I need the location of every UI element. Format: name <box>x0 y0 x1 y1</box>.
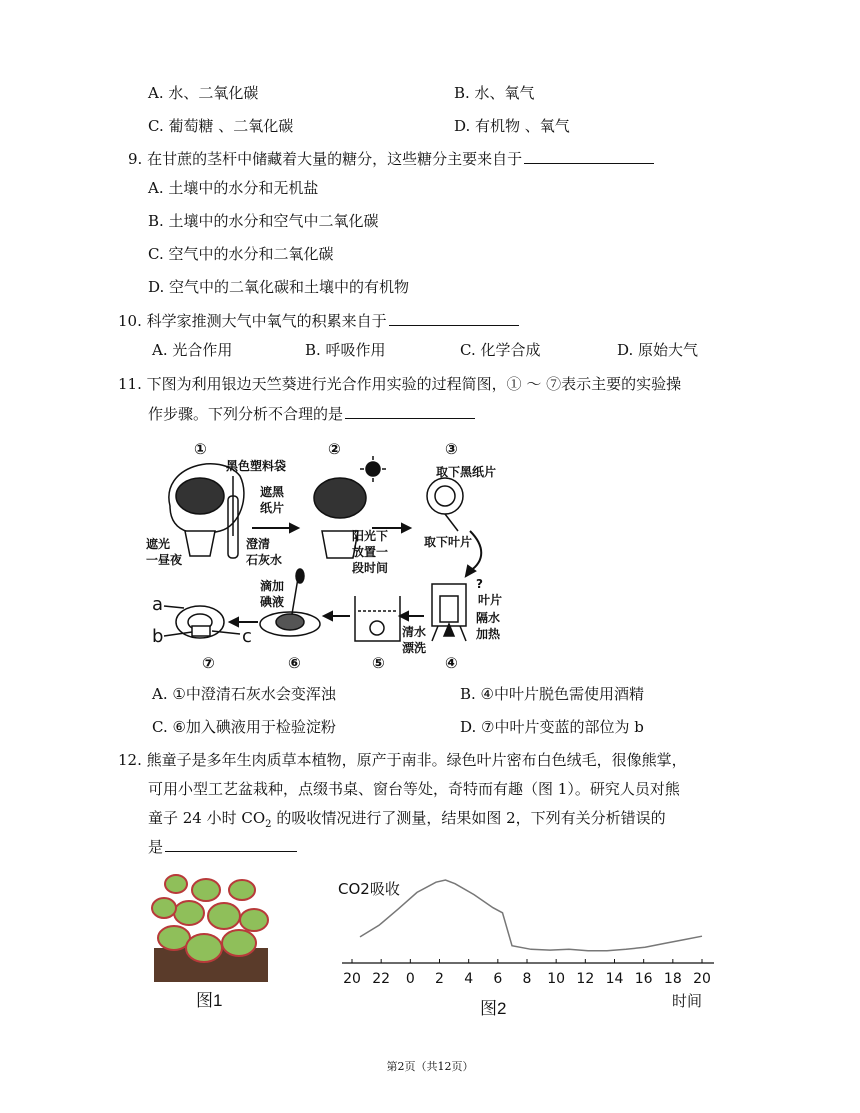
step-marker-6: ⑥ <box>288 654 301 672</box>
page-footer: 第2页（共12页） <box>386 1060 474 1073</box>
q10-stem-text: 10. 科学家推测大气中氧气的积累来自于 <box>118 312 387 330</box>
x-tick-label: 22 <box>372 971 391 987</box>
q11-option-d: D. ⑦中叶片变蓝的部位为 b <box>460 718 644 736</box>
q11-stem-line2 <box>148 403 475 424</box>
x-tick-label: 8 <box>522 971 532 987</box>
x-tick-label: 0 <box>405 971 415 987</box>
step4-water-bath <box>432 584 466 641</box>
label-bag: 黑色塑料袋 <box>226 459 287 473</box>
x-tick-label: 2 <box>435 971 444 987</box>
label-sun-2: 放置一 <box>352 545 389 559</box>
x-tick-label: 18 <box>663 971 682 987</box>
step-marker-5: ⑤ <box>372 654 385 672</box>
plant-photo <box>144 868 278 982</box>
label-sun-1: 阳光下 <box>352 529 389 543</box>
q12-line4-text: 是 <box>148 838 164 856</box>
label-water-heat-1: 隔水 <box>476 611 501 625</box>
step-marker-3: ③ <box>445 440 458 458</box>
q9-option-b: B. 土壤中的水分和空气中二氧化碳 <box>148 212 379 230</box>
q10-option-a: A. 光合作用 <box>152 341 233 359</box>
label-iodine-1: 滴加 <box>260 579 285 593</box>
step3-leaf <box>427 478 463 531</box>
label-paper-1: 遮黑 <box>260 485 285 499</box>
q10-option-b: B. 呼吸作用 <box>305 341 386 359</box>
q12-line1: 12. 熊童子是多年生肉质草本植物，原产于南非。绿色叶片密布白色绒毛，很像熊掌， <box>118 751 687 769</box>
x-axis-label: 时间 <box>672 992 703 1010</box>
label-sun-3: 段时间 <box>352 561 389 575</box>
step5-rinse-beaker <box>355 596 400 641</box>
q9-stem <box>128 148 654 169</box>
q12-line4 <box>148 836 297 857</box>
co2-series-line <box>360 880 702 951</box>
q12-line2: 可用小型工艺盆栽种，点缀书桌、窗台等处，奇特而有趣（图 1）。研究人员对熊 <box>148 780 680 798</box>
q12-line3 <box>148 807 666 830</box>
label-iodine-2: 碘液 <box>260 595 285 609</box>
step-marker-7: ⑦ <box>202 654 215 672</box>
q9-stem-text: 9. 在甘蔗的茎杆中储藏着大量的糖分，这些糖分主要来自于 <box>128 150 523 168</box>
answer-blank <box>524 149 654 164</box>
x-tick-label: 4 <box>464 971 474 987</box>
figure2-label: 图2 <box>480 999 507 1018</box>
label-paper-2: 纸片 <box>260 501 285 515</box>
co2-chart <box>334 868 724 1018</box>
experiment-diagram <box>140 436 520 676</box>
q10-option-d: D. 原始大气 <box>617 341 699 359</box>
q10-option-c: C. 化学合成 <box>460 341 541 359</box>
label-remove-leaf: 取下叶片 <box>424 535 473 549</box>
q8-option-c: C. 葡萄糖 、二氧化碳 <box>148 117 294 135</box>
q11-option-b: B. ④中叶片脱色需使用酒精 <box>460 685 645 703</box>
q8-option-b: B. 水、氧气 <box>454 84 535 102</box>
label-shade-2: 一昼夜 <box>146 553 183 567</box>
answer-blank <box>165 837 297 852</box>
label-remove-paper: 取下黑纸片 <box>436 465 497 479</box>
q10-stem <box>118 310 519 331</box>
q11-stem-text: 作步骤。下列分析不合理的是 <box>148 405 344 423</box>
q11-stem-line1: 11. 下图为利用银边天竺葵进行光合作用实验的过程简图，① ～ ⑦表示主要的实验操 <box>118 375 682 393</box>
y-axis-label: CO2吸收 <box>338 880 400 898</box>
label-leaf: 叶片 <box>478 593 503 607</box>
x-tick-label: 20 <box>693 971 711 987</box>
x-tick-label: 14 <box>605 971 624 987</box>
step-marker-1: ① <box>194 440 207 458</box>
answer-blank <box>345 404 475 419</box>
q12-line3-pre: 童子 24 小时 CO <box>148 809 266 827</box>
label-b: b <box>152 626 164 647</box>
q11-option-a: A. ①中澄清石灰水会变浑浊 <box>152 685 336 703</box>
x-tick-label: 10 <box>547 971 566 987</box>
q8-option-a: A. 水、二氧化碳 <box>148 84 259 102</box>
q8-option-d: D. 有机物 、氧气 <box>454 117 570 135</box>
label-rinse-1: 清水 <box>402 625 427 639</box>
answer-blank <box>389 311 519 326</box>
x-tick-label: 12 <box>576 971 595 987</box>
label-question: ? <box>476 577 483 591</box>
step1-plant-bag <box>169 464 244 558</box>
figure1-label: 图1 <box>196 991 223 1010</box>
x-tick-label: 16 <box>634 971 653 987</box>
label-lime-1: 澄清 <box>246 537 271 551</box>
q11-option-c: C. ⑥加入碘液用于检验淀粉 <box>152 718 336 736</box>
x-tick-label: 6 <box>493 971 503 987</box>
x-tick-label: 20 <box>343 971 361 987</box>
q12-subscript: 2 <box>265 819 272 830</box>
label-a: a <box>152 594 164 615</box>
q9-option-a: A. 土壤中的水分和无机盐 <box>148 179 319 197</box>
label-water-heat-2: 加热 <box>476 627 501 641</box>
label-rinse-2: 漂洗 <box>402 641 427 655</box>
label-shade-1: 遮光 <box>146 537 171 551</box>
step-marker-2: ② <box>328 440 341 458</box>
q12-line3-post: 的吸收情况进行了测量，结果如图 2，下列有关分析错误的 <box>271 809 666 827</box>
step-marker-4: ④ <box>445 654 458 672</box>
q9-option-c: C. 空气中的水分和二氧化碳 <box>148 245 334 263</box>
q9-option-d: D. 空气中的二氧化碳和土壤中的有机物 <box>148 278 410 296</box>
label-lime-2: 石灰水 <box>246 553 283 567</box>
label-c: c <box>242 626 252 647</box>
